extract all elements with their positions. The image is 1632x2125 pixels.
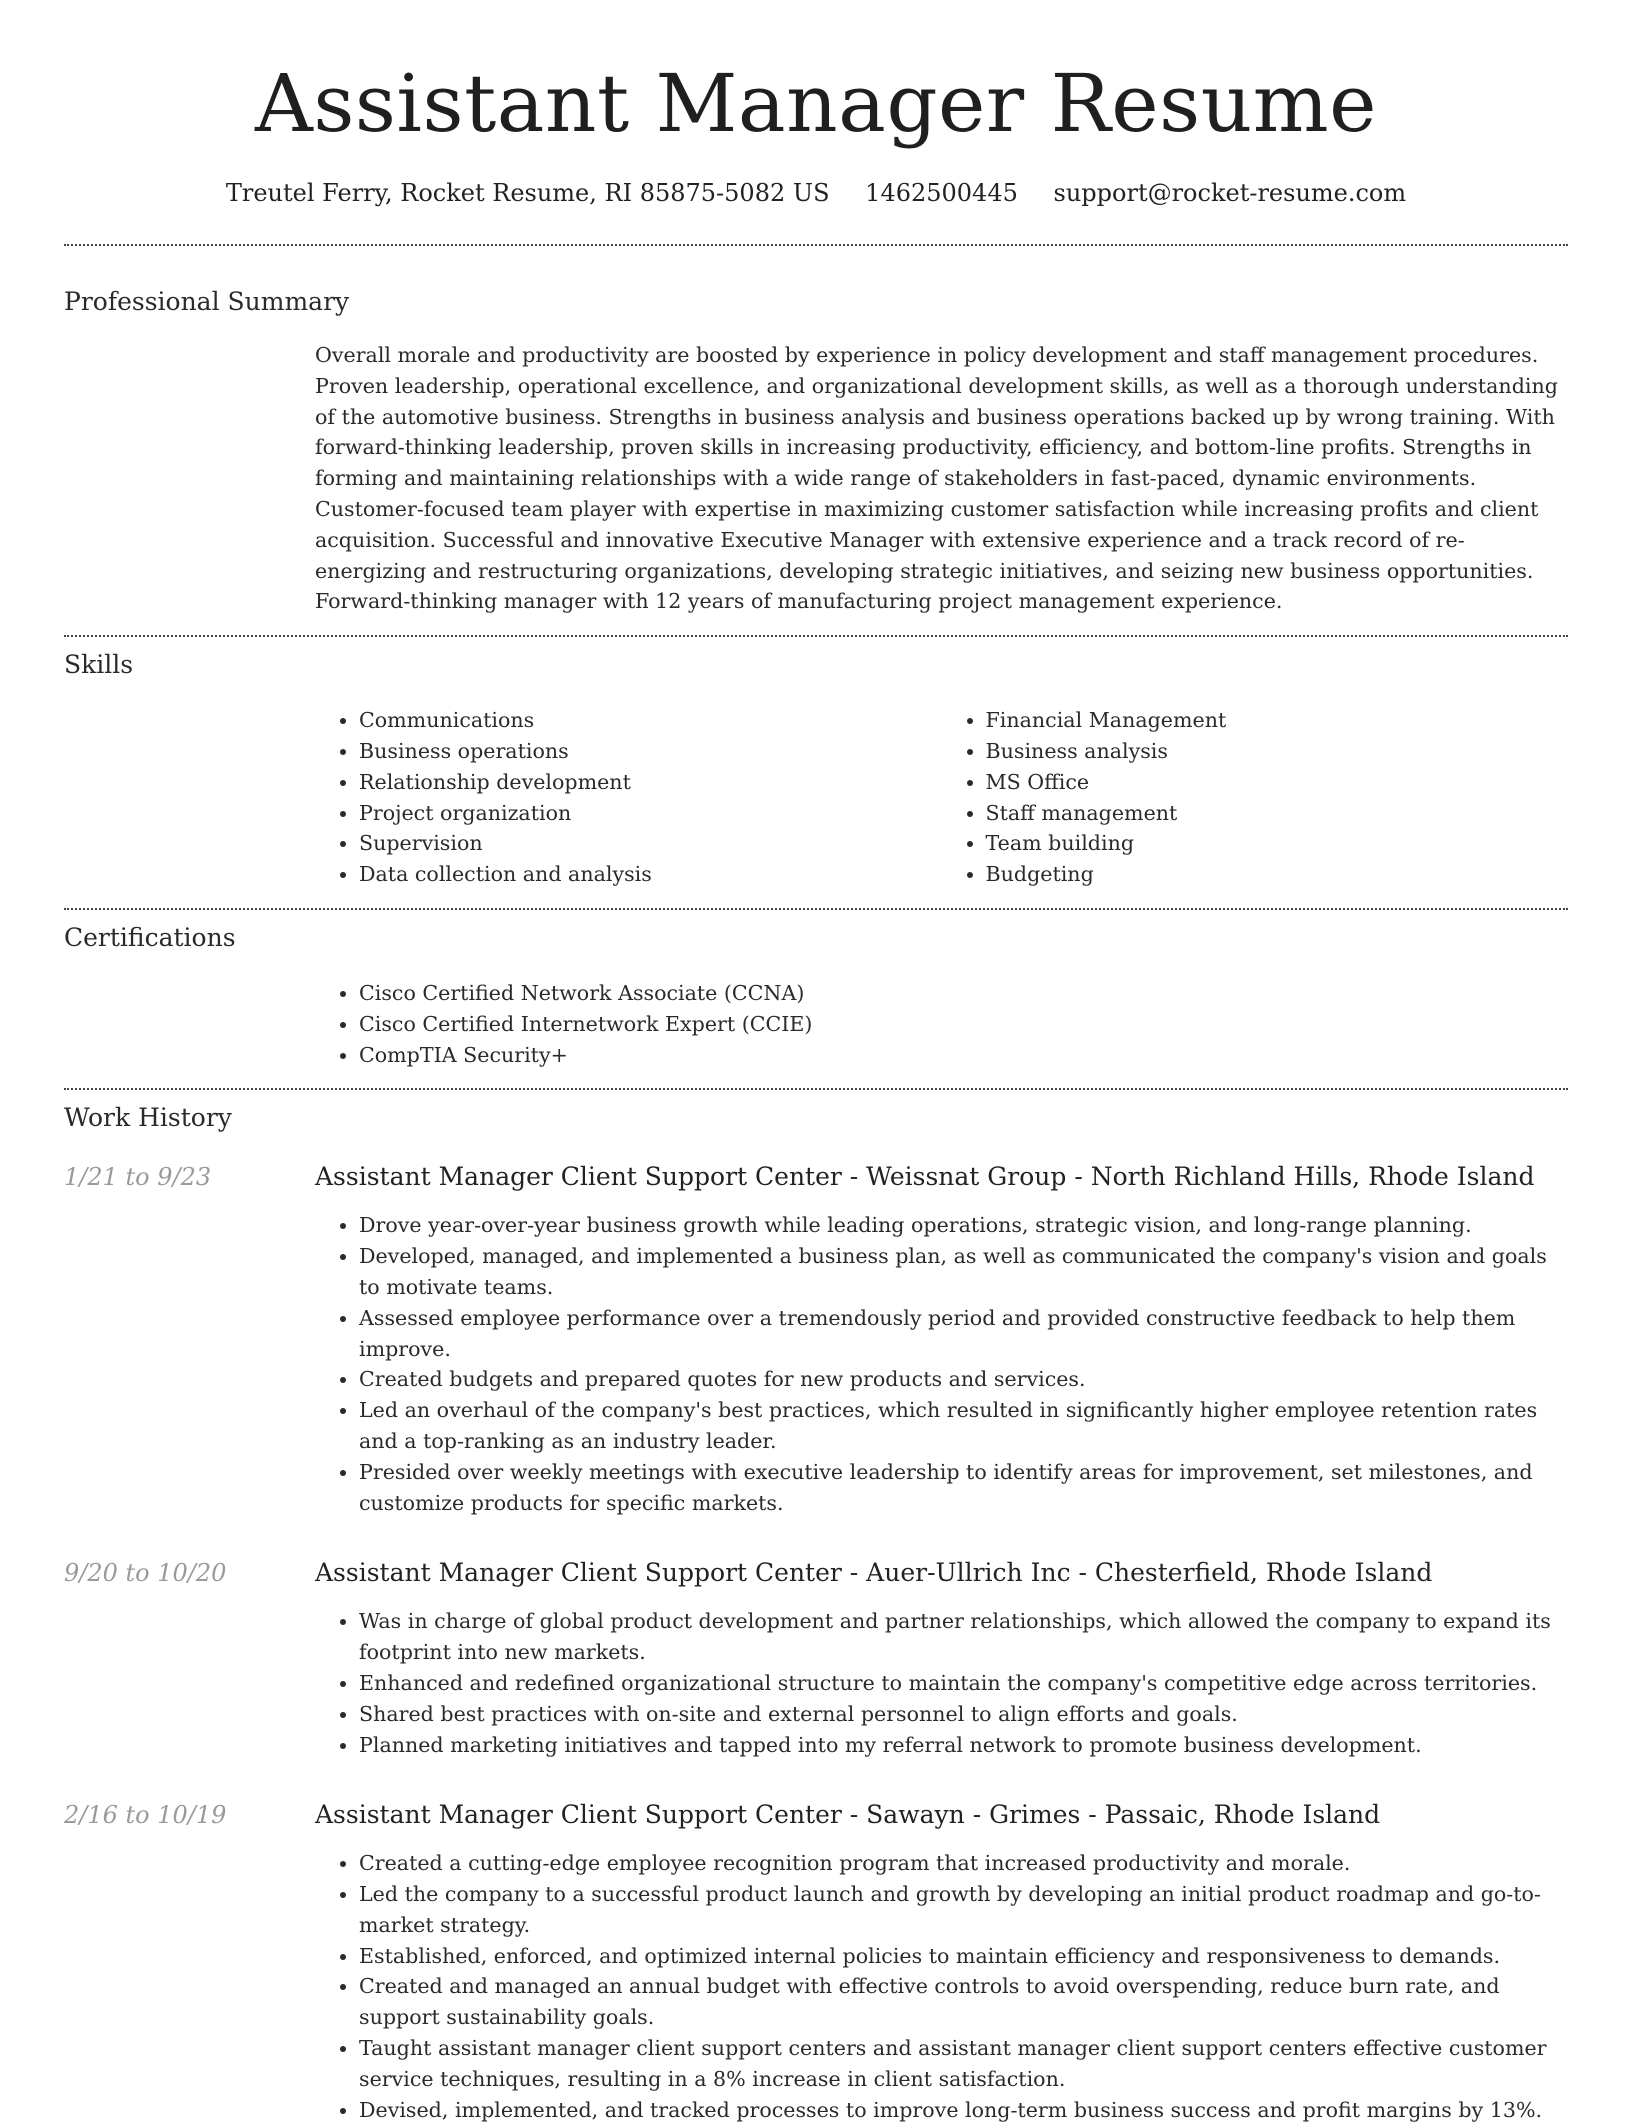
job-bullet: • Created budgets and prepared quotes for new products and services. [359,1364,1560,1395]
skill-item: • Business operations [359,736,942,767]
job-bullet: • Presided over weekly meetings with executive leadership to identify areas for improvement, set milestones, and customize products for specific markets. [359,1457,1560,1519]
job-bullets [315,1210,1568,1518]
skills-list-left [315,705,942,890]
job-dates: 9/20 to 10/20 [64,1559,227,1588]
job-bullet: • Assessed employee performance over a tremendously period and provided constructive feedback to help them improve. [359,1303,1560,1365]
job-entry [64,1556,1568,1760]
job-bullet: • Drove year-over-year business growth while leading operations, strategic vision, and long-range planning. [359,1210,1560,1241]
job-bullet: • Led an overhaul of the company's best practices, which resulted in significantly higher employee retention rates and a top-ranking as an industry leader. [359,1395,1560,1457]
job-title: Assistant Manager Client Support Center - Weissnat Group - North Richland Hills, Rhode Island [315,1162,1535,1192]
section-divider [64,908,1568,910]
certification-item: • CompTIA Security+ [359,1040,1568,1071]
job-entry [64,1160,1568,1518]
job-entry [64,1798,1568,2125]
job-bullet: • Established, enforced, and optimized internal policies to maintain efficiency and responsiveness to demands. [359,1941,1560,1972]
skill-item: • MS Office [986,767,1569,798]
contact-phone: 1462500445 [865,179,1018,207]
skills-heading: Skills [64,650,134,680]
section-divider [64,635,1568,637]
job-bullets [315,1606,1568,1760]
skill-item: • Project organization [359,798,942,829]
job-dates: 2/16 to 10/19 [64,1801,227,1830]
certifications-heading: Certifications [64,922,236,952]
job-bullet: • Devised, implemented, and tracked processes to improve long-term business success and profit margins by 13%. [359,2095,1560,2125]
skill-item: • Relationship development [359,767,942,798]
job-bullet: • Was in charge of global product development and partner relationships, which allowed the company to expand its footprint into new markets. [359,1606,1560,1668]
skill-item: • Staff management [986,798,1569,829]
job-dates: 1/21 to 9/23 [64,1163,212,1192]
contact-email: support@rocket-resume.com [1053,179,1407,207]
job-bullet: • Taught assistant manager client support centers and assistant manager client support centers effective customer service techniques, resulting in a 8% increase in client satisfaction. [359,2033,1560,2095]
contact-line [64,176,1568,210]
certifications-list [315,978,1568,1070]
skill-item: • Data collection and analysis [359,859,942,890]
contact-address: Treutel Ferry, Rocket Resume, RI 85875-5082 US [225,179,830,207]
skill-item: • Supervision [359,828,942,859]
certification-item: • Cisco Certified Internetwork Expert (CCIE) [359,1009,1568,1040]
summary-heading: Professional Summary [64,287,350,316]
certifications-block [315,978,1568,1070]
section-divider [64,1088,1568,1090]
job-bullet: • Created a cutting-edge employee recognition program that increased productivity and morale. [359,1848,1560,1879]
job-bullet: • Developed, managed, and implemented a business plan, as well as communicated the company's vision and goals to motivate teams. [359,1241,1560,1303]
job-title: Assistant Manager Client Support Center - Sawayn - Grimes - Passaic, Rhode Island [315,1800,1381,1830]
job-title: Assistant Manager Client Support Center - Auer-Ullrich Inc - Chesterfield, Rhode Island [315,1558,1433,1588]
section-divider [64,244,1568,246]
resume-page [64,0,1568,2125]
job-bullet: • Led the company to a successful product launch and growth by developing an initial product roadmap and go-to-market strategy. [359,1879,1560,1941]
job-bullets [315,1848,1568,2125]
skills-list-right [942,705,1569,890]
job-bullet: • Planned marketing initiatives and tapped into my referral network to promote business development. [359,1730,1560,1761]
job-bullet: • Enhanced and redefined organizational structure to maintain the company's competitive edge across territories. [359,1668,1560,1699]
summary-text: Overall morale and productivity are boosted by experience in policy development and staff management procedures. Proven leadership, operational excellence, and organizational development skills, as well as a thorough understanding of the automotive business. Strengths in business analysis and business operations backed up by wrong training. With forward-thinking leadership, proven skills in increasing productivity, efficiency, and bottom-line profits. Strengths in forming and maintaining relationships with a wide range of stakeholders in fast-paced, dynamic environments. Customer-focused team player with expertise in maximizing customer satisfaction while increasing profits and client acquisition. Successful and innovative Executive Manager with extensive experience and a track record of re-energizing and restructuring organizations, developing strategic initiatives, and seizing new business opportunities. Forward-thinking manager with 12 years of manufacturing project management experience. [315,343,1558,614]
job-bullet: • Shared best practices with on-site and external personnel to align efforts and goals. [359,1699,1560,1730]
job-bullet: • Created and managed an annual budget with effective controls to avoid overspending, reduce burn rate, and support sustainability goals. [359,1971,1560,2033]
skill-item: • Financial Management [986,705,1569,736]
skill-item: • Business analysis [986,736,1569,767]
work-history-heading: Work History [64,1103,232,1133]
skills-grid [315,705,1568,890]
skill-item: • Budgeting [986,859,1569,890]
skill-item: • Team building [986,828,1569,859]
resume-title: Assistant Manager Resume [255,57,1377,150]
certification-item: • Cisco Certified Network Associate (CCNA) [359,978,1568,1009]
skill-item: • Communications [359,705,942,736]
